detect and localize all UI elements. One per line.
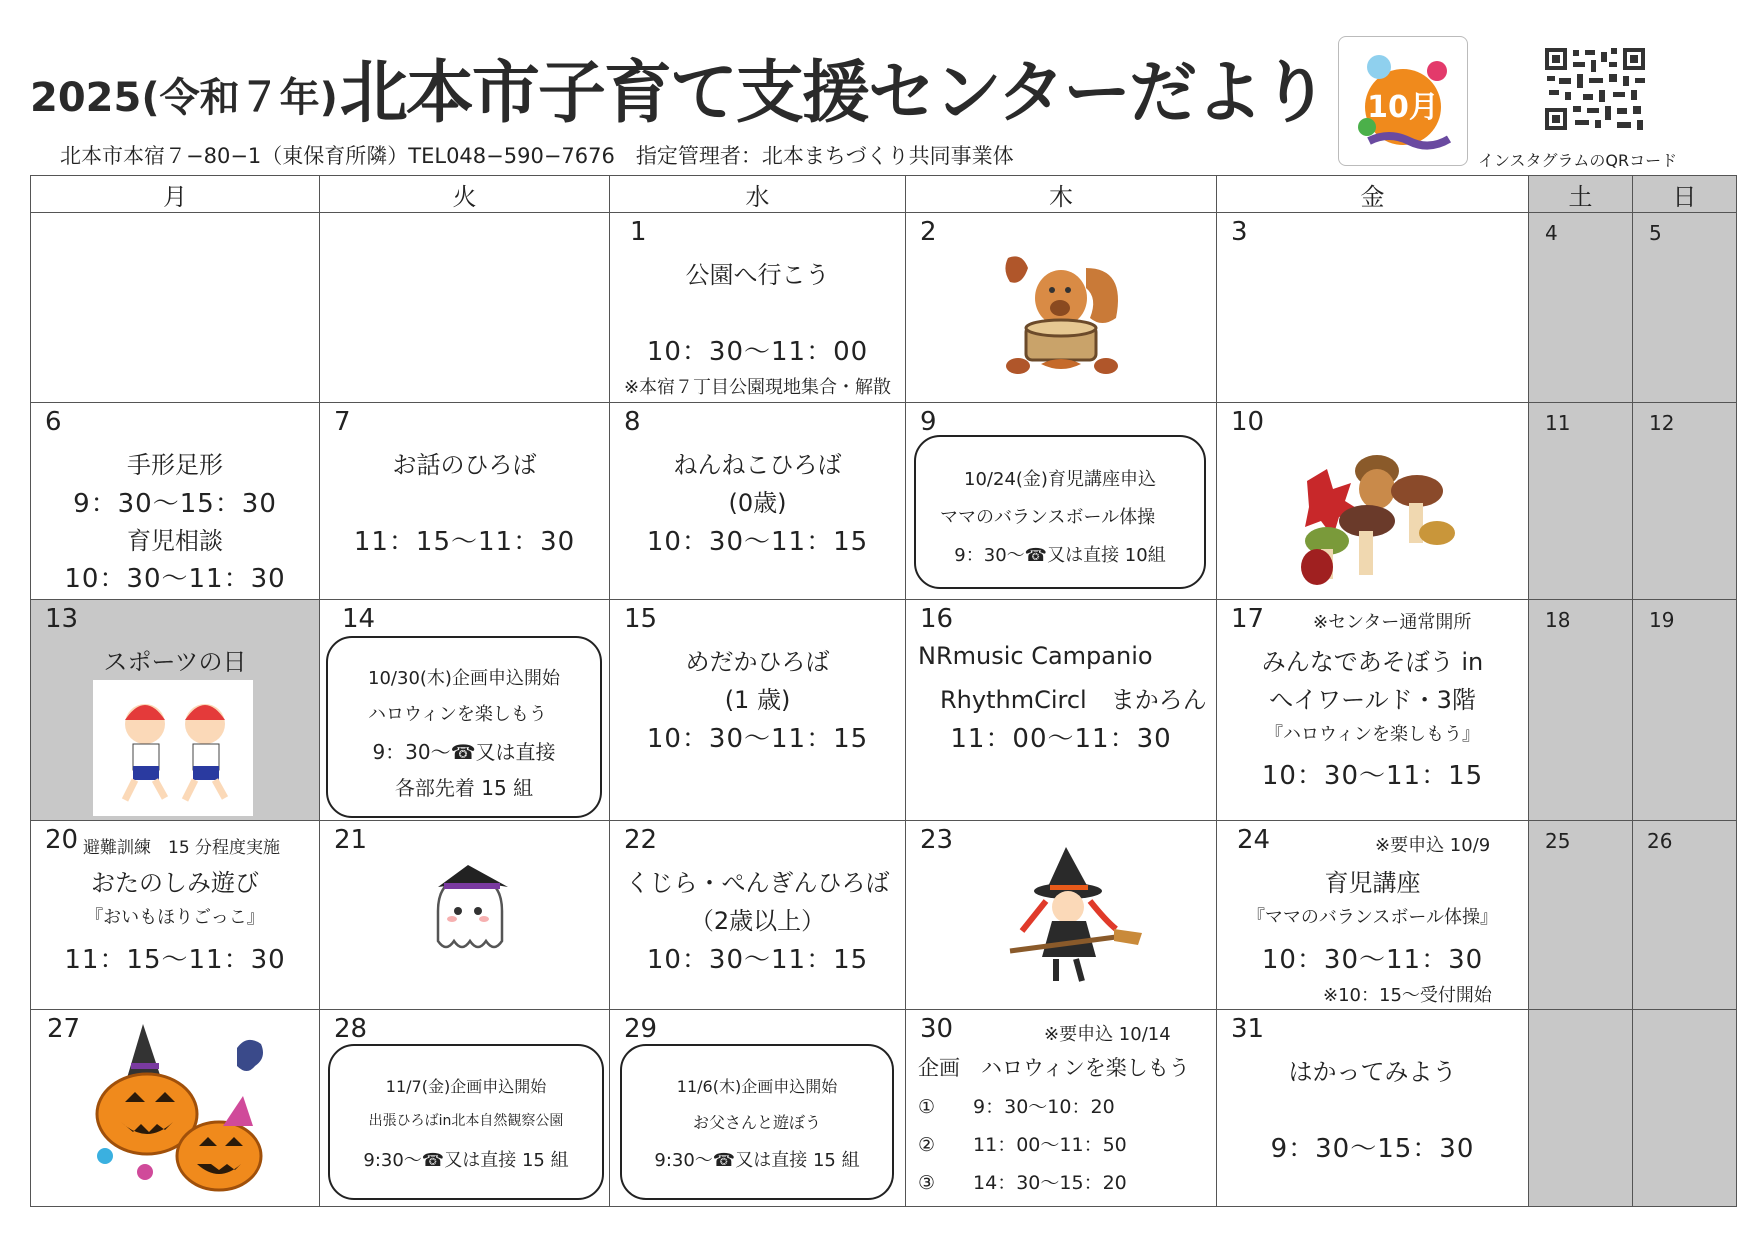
october-badge [1338,36,1468,166]
session-3: ③ 14：30〜15：20 [918,1172,1127,1194]
autumn-mushrooms-icon [1297,441,1457,591]
day-number: 25 [1545,829,1571,853]
ghost-icon [424,861,514,961]
day-number: 2 [920,217,937,247]
event-title: 育児相談 [127,527,223,555]
event-title: おたのしみ遊び [91,869,259,897]
event-title: お話のひろば [392,451,537,479]
week-row [31,821,1737,1010]
day-number: 22 [624,825,658,855]
event-signup: 9：30〜☎又は直接 [372,740,556,764]
day-cell-1 [610,213,906,403]
day-cell-12 [1633,403,1737,600]
event-title: NRmusic Campanio [918,642,1153,670]
event-time: 10：30〜11：30 [1261,945,1484,975]
running-children-icon [93,680,253,816]
event-theme: 『ハロウィンを楽しもう』 [1265,724,1480,745]
bird-icon [1367,55,1391,79]
day-cell-31 [1217,1010,1529,1207]
weekday-header-row [31,176,1737,213]
event-time: 10：30〜11：30 [64,564,286,594]
week-row [31,403,1737,600]
day-cell-14 [320,600,610,821]
event-location: へイワールド・3階 [1269,686,1476,714]
event-time: 9：30〜15：30 [73,489,277,519]
day-number: 1 [630,217,647,247]
event-title: ママのバランスボール体操 [940,507,1156,528]
day-cell-22 [610,821,906,1010]
event-time: 10：30〜11：15 [646,527,869,557]
day-cell-30 [906,1010,1217,1207]
event-time: 10：30〜11：00 [646,337,869,367]
empty-day-cell [1529,1010,1633,1207]
day-number: 8 [624,407,641,437]
day-cell-10 [1217,403,1529,600]
day-number: 4 [1545,221,1558,245]
day-cell-27 [31,1010,320,1207]
day-number: 27 [47,1014,81,1044]
day-cell-17 [1217,600,1529,821]
day-cell-25 [1529,821,1633,1010]
day-cell-7 [320,403,610,600]
weekday-wed: 水 [610,176,906,213]
holiday-name: スポーツの日 [103,648,247,676]
day-cell-29 [610,1010,906,1207]
day-number: 5 [1649,221,1662,245]
day-number: 19 [1649,608,1675,632]
registration-notice: 10/24(金)育児講座申込 [964,469,1156,490]
drill-note: 避難訓練 15 分程度実施 [83,838,281,858]
event-title: 手形足形 [127,451,223,479]
event-age: （2歳以上） [689,907,826,935]
event-box [326,636,602,818]
event-signup: 9：30〜☎又は直接 10組 [954,545,1166,566]
day-number: 24 [1237,825,1271,855]
event-title: ハロウィンを楽しもう [368,704,547,725]
day-number: 17 [1231,604,1265,634]
squirrel-icon [996,238,1126,378]
event-time: 11：15〜11：30 [353,527,576,557]
day-cell-28 [320,1010,610,1207]
day-cell-13 [31,600,320,821]
center-name-title: 北本市子育て支援センターだより [339,54,1328,133]
address-line: 北本市本宿７−80−1（東保育所隣）TEL048−590−7676 指定管理者：北本まちづくり共同事業体 [60,144,1014,168]
event-title: ねんねこひろば [673,451,842,479]
event-signup: 9:30〜☎又は直接 15 組 [363,1150,569,1171]
empty-day-cell [320,213,610,403]
day-number: 16 [920,604,954,634]
event-title: 公園へ行こう [685,261,830,289]
event-title: 育児講座 [1324,869,1421,897]
day-number: 21 [334,825,368,855]
event-box [328,1044,604,1200]
event-title: 企画 ハロウィンを楽しもう [918,1056,1190,1080]
day-number: 29 [624,1014,658,1044]
october-calendar [30,175,1737,1207]
event-title: くじら・ぺんぎんひろば [625,869,890,897]
day-number: 3 [1231,217,1248,247]
event-title: めだかひろば [685,648,830,676]
day-cell-11 [1529,403,1633,600]
halloween-pumpkins-icon [87,1018,277,1198]
day-number: 13 [45,604,79,634]
day-number: 26 [1647,829,1673,853]
day-number: 11 [1545,411,1571,435]
event-theme: 『ママのバランスボール体操』 [1246,907,1499,928]
weekday-fri: 金 [1217,176,1529,213]
day-cell-18 [1529,600,1633,821]
day-cell-26 [1633,821,1737,1010]
registration-notice: 11/7(金)企画申込開始 [385,1077,547,1096]
event-time: 10：30〜11：15 [1261,761,1484,791]
day-cell-5 [1633,213,1737,403]
weekday-tue: 火 [320,176,610,213]
day-number: 23 [920,825,954,855]
event-title: はかってみよう [1288,1058,1457,1086]
event-note: ※センター通常開所 [1313,612,1472,633]
day-number: 28 [334,1014,368,1044]
weekday-thu: 木 [906,176,1217,213]
day-cell-20 [31,821,320,1010]
instagram-qr-code[interactable] [1543,46,1647,132]
day-number: 20 [45,825,79,855]
day-number: 14 [342,604,376,634]
weekday-sat: 土 [1529,176,1633,213]
day-cell-23 [906,821,1217,1010]
event-box [620,1044,894,1200]
day-cell-9 [906,403,1217,600]
event-box [914,435,1206,589]
day-cell-19 [1633,600,1737,821]
day-number: 18 [1545,608,1571,632]
year-label: 2025(令和７年) [30,75,338,121]
day-number: 10 [1231,407,1265,437]
event-title: みんなであそぼう in [1261,648,1484,676]
event-time: 10：30〜11：15 [646,724,869,754]
day-number: 9 [920,407,937,437]
event-age: (1 歳) [724,686,791,714]
event-note: ※10：15〜受付開始 [1323,985,1492,1006]
event-signup: 9:30〜☎又は直接 15 組 [654,1150,860,1171]
day-cell-6 [31,403,320,600]
day-cell-2 [906,213,1217,403]
event-capacity: 各部先着 15 組 [394,776,534,800]
week-row [31,1010,1737,1207]
event-time: 10：30〜11：15 [646,945,869,975]
event-theme: 『おいもほりごっこ』 [85,907,265,928]
day-number: 15 [624,604,658,634]
day-number: 30 [920,1014,954,1044]
day-cell-8 [610,403,906,600]
event-time: 9：30〜15：30 [1270,1134,1475,1164]
session-2: ② 11：00〜11：50 [918,1134,1127,1156]
weekday-mon: 月 [31,176,320,213]
event-time: 11：00〜11：30 [950,724,1172,754]
week-row [31,600,1737,821]
empty-day-cell [1633,1010,1737,1207]
day-number: 6 [45,407,62,437]
week-row [31,213,1737,403]
day-cell-24 [1217,821,1529,1010]
weekday-sun: 日 [1633,176,1737,213]
newsletter-title [30,38,1328,133]
registration-deadline: ※要申込 10/14 [1044,1024,1171,1045]
registration-notice: 11/6(木)企画申込開始 [676,1077,838,1096]
qr-caption: インスタグラムのQRコード [1478,151,1678,170]
registration-deadline: ※要申込 10/9 [1375,835,1491,856]
day-cell-3 [1217,213,1529,403]
empty-day-cell [31,213,320,403]
event-title: RhythmCircl まかろん [940,686,1207,714]
month-label: 10月 [1367,90,1439,125]
day-number: 12 [1649,411,1675,435]
session-1: ① 9：30〜10：20 [918,1096,1115,1118]
event-time: 11：15〜11：30 [64,945,286,975]
witch-icon [1006,841,1146,991]
event-age: (0歳) [728,489,787,517]
day-number: 7 [334,407,351,437]
event-title: 出張ひろばin北本自然観察公園 [368,1113,564,1129]
event-note: ※本宿７丁目公園現地集合・解散 [623,377,892,398]
registration-notice: 10/30(木)企画申込開始 [368,668,560,689]
day-number: 31 [1231,1014,1265,1044]
day-cell-4 [1529,213,1633,403]
day-cell-16 [906,600,1217,821]
day-cell-15 [610,600,906,821]
event-title: お父さんと遊ぼう [692,1113,821,1132]
day-cell-21 [320,821,610,1010]
